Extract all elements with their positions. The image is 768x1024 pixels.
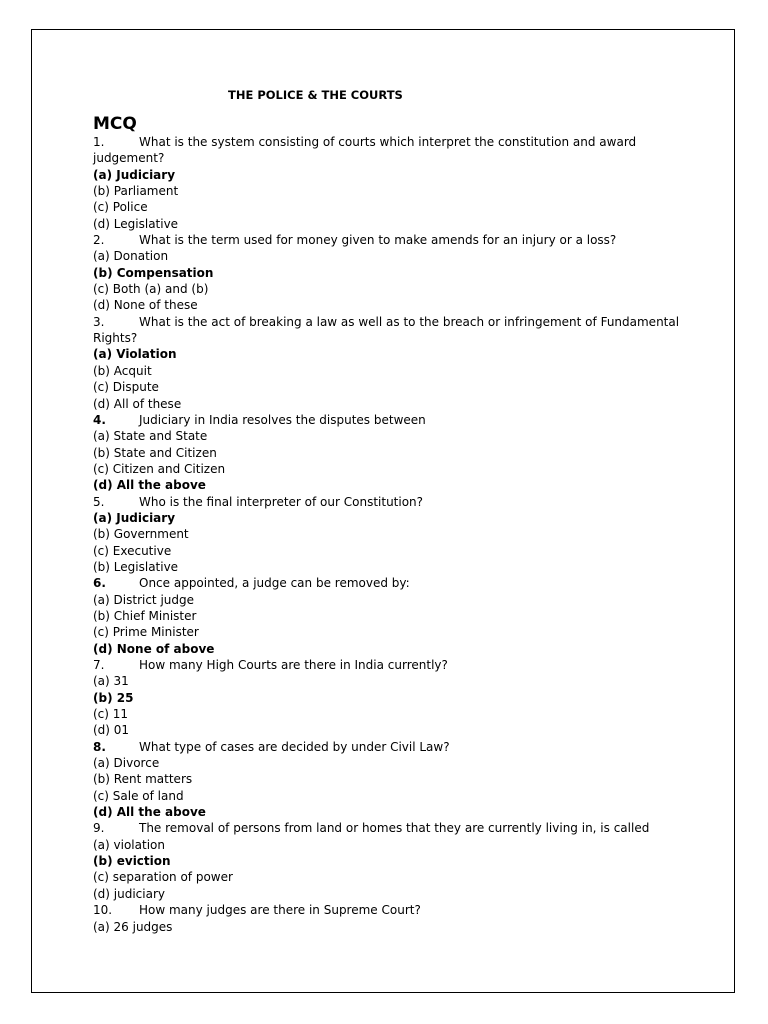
question-item — [93, 314, 703, 412]
question-item — [93, 232, 703, 314]
question-item — [93, 902, 703, 935]
answer-option: (c) 11 — [93, 707, 129, 722]
question-number: 10. — [93, 903, 113, 918]
answer-option: (c) Both (a) and (b) — [93, 282, 209, 297]
answer-option: (c) Executive — [93, 543, 172, 558]
question-number: 8. — [93, 739, 106, 754]
question-text-line — [93, 657, 703, 673]
answer-option: (c) Dispute — [93, 380, 159, 395]
answer-option-correct: (b) Compensation — [93, 265, 214, 280]
answer-option: (a) District judge — [93, 592, 195, 607]
question-text: Judiciary in India resolves the disputes between — [139, 412, 426, 427]
question-item — [93, 412, 703, 494]
answer-option: (d) 01 — [93, 723, 130, 738]
question-text: What is the system consisting of courts which interpret the constitution and award judgement? — [93, 135, 637, 166]
answer-option-correct: (d) All the above — [93, 478, 206, 493]
answer-option: (a) 31 — [93, 674, 129, 689]
question-item — [93, 820, 703, 902]
question-number: 2. — [93, 233, 105, 248]
question-text: What is the act of breaking a law as well as to the breach or infringement of Fundamental Rights? — [93, 314, 680, 346]
question-number: 7. — [93, 658, 105, 672]
answer-option: (c) Sale of land — [93, 788, 184, 803]
answer-option: (a) State and State — [93, 429, 208, 444]
answer-option: (c) separation of power — [93, 870, 233, 885]
answer-option: (c) Police — [93, 200, 148, 215]
question-number: 6. — [93, 576, 106, 591]
mcq-list — [93, 134, 703, 935]
answer-option: (b) Acquit — [93, 363, 152, 378]
answer-option-correct: (a) Judiciary — [93, 167, 176, 182]
question-text: How many judges are there in Supreme Court? — [139, 903, 421, 918]
question-text-line — [93, 412, 703, 428]
question-text: The removal of persons from land or homes that they are currently living in, is called — [139, 821, 650, 836]
question-text: What type of cases are decided by under Civil Law? — [139, 739, 450, 754]
answer-option: (a) Divorce — [93, 756, 160, 771]
answer-option: (a) violation — [93, 837, 165, 852]
answer-option: (b) Government — [93, 527, 189, 542]
question-text: How many High Courts are there in India currently? — [139, 658, 448, 672]
answer-option-correct: (d) None of above — [93, 641, 215, 656]
answer-option: (d) All of these — [93, 396, 182, 411]
answer-option: (d) None of these — [93, 298, 198, 313]
answer-option: (c) Prime Minister — [93, 625, 199, 640]
question-item — [93, 575, 703, 657]
answer-option-correct: (a) Violation — [93, 347, 177, 362]
question-text-line — [93, 314, 703, 347]
question-number: 3. — [93, 314, 105, 329]
question-text-line — [93, 820, 703, 836]
answer-option: (b) Rent matters — [93, 772, 193, 787]
document-page — [31, 29, 735, 993]
answer-option-correct: (a) Judiciary — [93, 510, 176, 525]
answer-option: (c) Citizen and Citizen — [93, 461, 226, 476]
question-text: Once appointed, a judge can be removed by: — [139, 576, 410, 591]
question-item — [93, 657, 703, 739]
answer-option-correct: (b) 25 — [93, 690, 134, 705]
question-text-line — [93, 494, 703, 510]
document-title: THE POLICE & THE COURTS — [228, 88, 403, 102]
answer-option: (b) Chief Minister — [93, 608, 197, 623]
answer-option: (b) State and Citizen — [93, 445, 217, 460]
question-text: What is the term used for money given to make amends for an injury or a loss? — [139, 233, 617, 248]
answer-option: (d) judiciary — [93, 886, 166, 901]
answer-option: (d) Legislative — [93, 216, 179, 231]
question-item — [93, 739, 703, 821]
question-item — [93, 494, 703, 576]
answer-option: (b) Legislative — [93, 559, 179, 574]
question-number: 5. — [93, 494, 105, 509]
answer-option-correct: (d) All the above — [93, 805, 206, 820]
question-text-line — [93, 575, 703, 591]
answer-option: (b) Parliament — [93, 184, 179, 199]
answer-option: (a) 26 judges — [93, 919, 173, 934]
question-text-line — [93, 134, 703, 167]
question-text-line — [93, 739, 703, 755]
question-number: 4. — [93, 412, 106, 427]
question-text: Who is the final interpreter of our Constitution? — [139, 494, 424, 509]
question-text-line — [93, 902, 703, 918]
section-heading: MCQ — [93, 114, 137, 134]
answer-option-correct: (b) eviction — [93, 854, 171, 869]
question-text-line — [93, 232, 703, 248]
question-number: 1. — [93, 135, 105, 149]
question-number: 9. — [93, 821, 105, 836]
question-item — [93, 134, 703, 232]
answer-option: (a) Donation — [93, 249, 169, 264]
